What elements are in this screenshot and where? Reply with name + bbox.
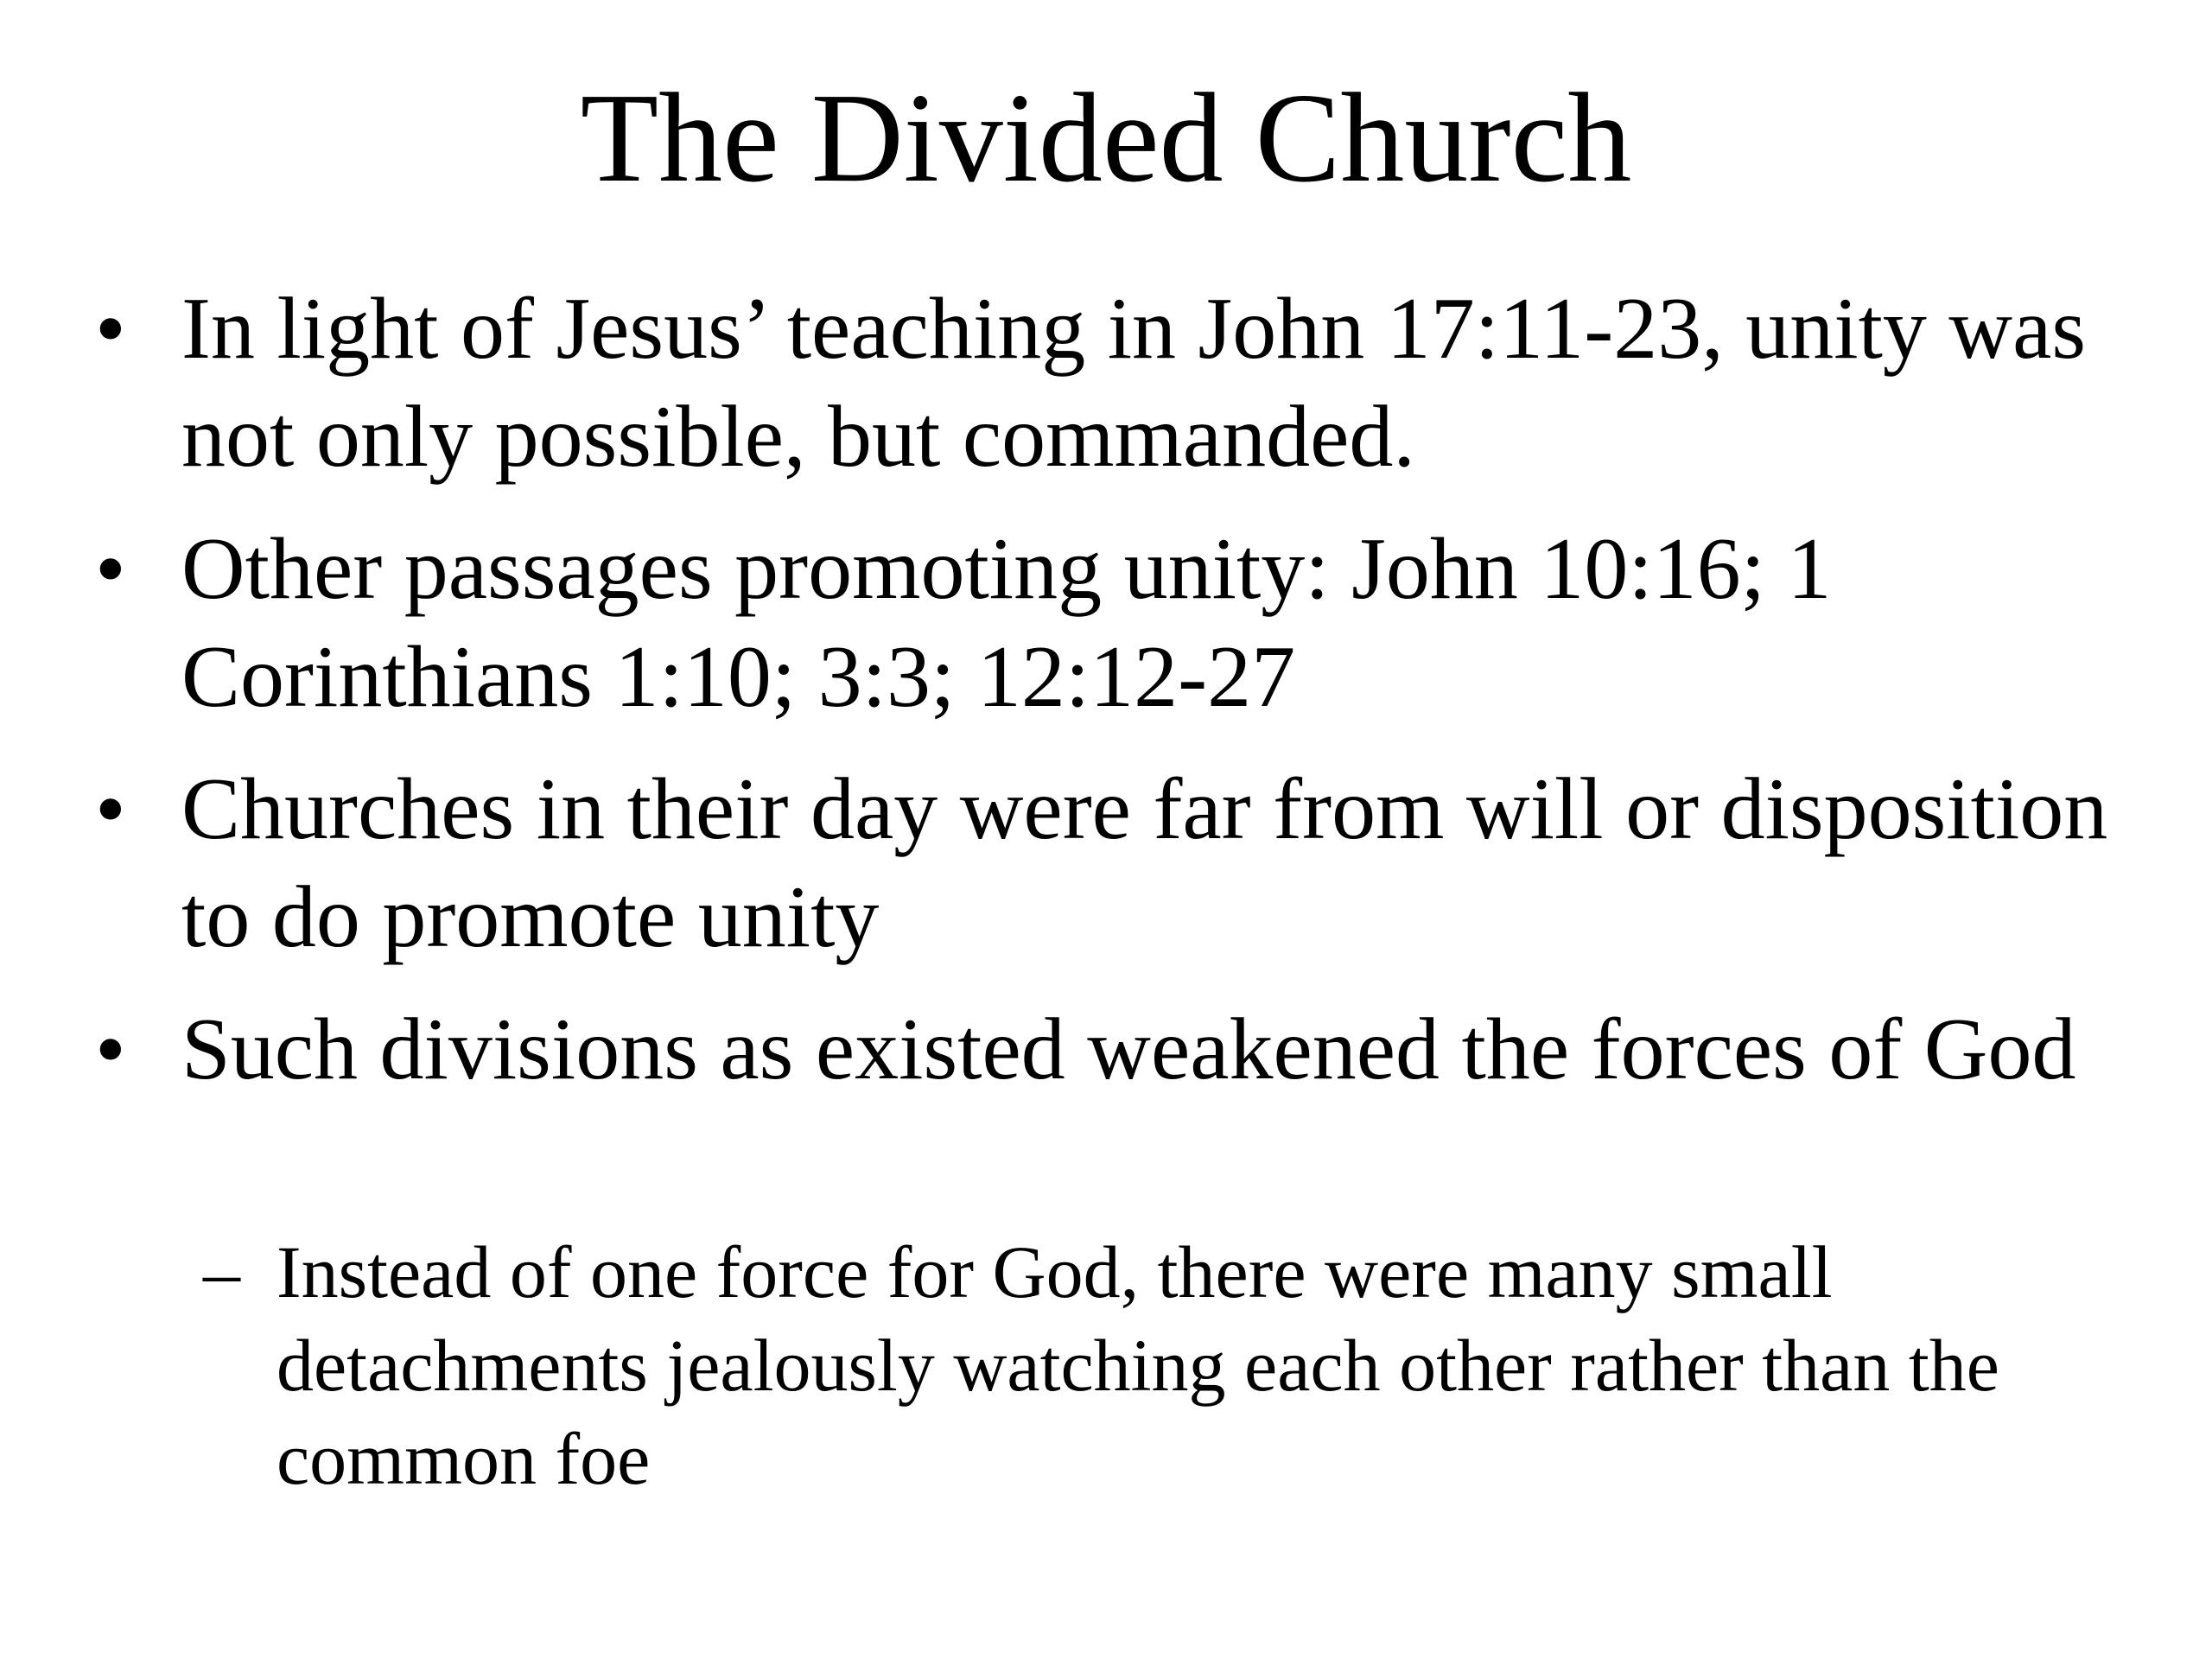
bullet-marker: • (95, 1001, 126, 1098)
bullet-text: Churches in their day were far from will or disposition to do promote unity (181, 760, 2108, 966)
slide-title: The Divided Church (580, 67, 1632, 209)
bullet-text: In light of Jesus’ teaching in John 17:11-23, unity was not only possible, but commanded. (181, 280, 2087, 486)
bullet-item (86, 755, 2177, 971)
bullet-item (86, 275, 2177, 491)
bullet-marker: • (95, 760, 126, 858)
bullet-item (86, 995, 2177, 1103)
sub-bullet-container (181, 1225, 2134, 1505)
bullet-text: Such divisions as existed weakened the forces of God (181, 1001, 2076, 1098)
bullet-marker: • (95, 520, 126, 618)
bullet-marker: • (95, 280, 126, 378)
sub-bullet-marker: – (203, 1230, 240, 1313)
bullet-text: Other passages promoting unity: John 10:16; 1 Corinthians 1:10; 3:3; 12:12-27 (181, 520, 1832, 726)
sub-bullet-item (181, 1225, 2134, 1505)
sub-bullet-list (181, 1225, 2134, 1505)
bullet-list (86, 275, 2177, 1128)
bullet-item (86, 515, 2177, 731)
sub-bullet-text: Instead of one force for God, there were many small detachments jealously watching each other rather than the common foe (276, 1230, 1999, 1500)
